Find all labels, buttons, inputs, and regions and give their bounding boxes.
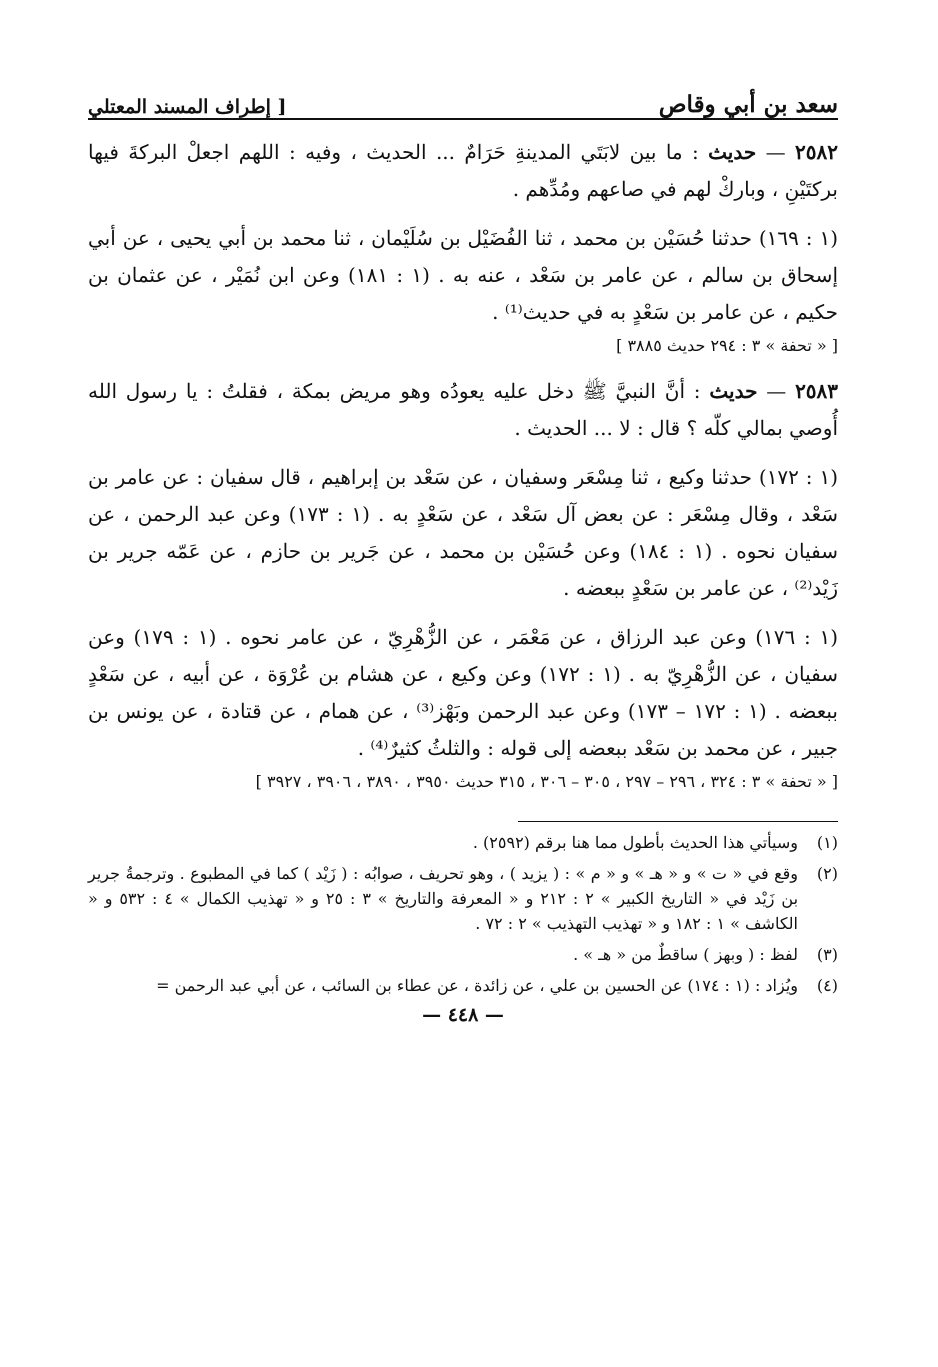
hadith-number: ٢٥٨٣ — [795, 379, 839, 403]
hadith-isnad-1: (١ : ١٧٢) حدثنا وكيع ، ثنا مِسْعَر وسفيان ، عن سَعْد بن إبراهيم ، قال سفيان : عن عامر بن سَعْد ، وقال مِسْعَر : عن بعض آل سَعْد ، عن سَعْدٍ به . (١ : ١٧٣) وعن عبد الرحمن ، عن سفيان نحوه . (١ : ١٨٤) وعن حُسَيْن بن محمد ، عن جَرير بن حازم ، عن عَمّه جرير بن زَيْد⁽²⁾ ، عن عامر بن سَعْدٍ ببعضه . — [88, 465, 839, 600]
page-number: — ٤٤٨ — — [422, 1004, 504, 1026]
hadith-2583 — [88, 373, 838, 795]
footnote-number: (٢) — [816, 864, 838, 883]
running-header — [88, 82, 838, 120]
footnote — [88, 973, 838, 998]
hadith-2582 — [88, 134, 838, 359]
footnote-text: لفظ : ( وبهز ) ساقطٌ من « هـ » . — [573, 945, 798, 964]
hadith-matn: : ما بين لابَتَي المدينةِ حَرَامٌ ... الحديث ، وفيه : اللهم اجعلْ البركةَ فيها بركتَيْنِ ، وباركْ لهم في صاعهم ومُدِّهم . — [88, 140, 838, 201]
footnote — [88, 942, 838, 967]
hadith-text: ٢٥٨٢ — حديث : ما بين لابَتَي المدينةِ حَرَامٌ ... الحديث ، وفيه : اللهم اجعلْ البركةَ فيها بركتَيْنِ ، وباركْ لهم في صاعهم ومُدِّهم . — [88, 140, 838, 201]
header-title: سعد بن أبي وقاص — [658, 91, 838, 118]
hadith-number: ٢٥٨٢ — [795, 140, 838, 164]
hadith-label: حديث — [709, 379, 758, 403]
hadith-isnad-2: (١ : ١٧٦) وعن عبد الرزاق ، عن مَعْمَر ، عن الزُّهْرِيّ ، عن عامر نحوه . (١ : ١٧٩) وعن سفيان ، عن الزُّهْرِيّ به . (١ : ١٧٢) وعن وكيع ، عن هشام بن عُرْوَة ، عن أبيه ، عن سَعْدٍ ببعضه . (١ : ١٧٢ – ١٧٣) وعن عبد الرحمن وبَهْز⁽³⁾ ، عن همام ، عن قتادة ، عن يونس بن جبير ، عن محمد بن سَعْد ببعضه إلى قوله : والثلثُ كثيرٌ⁽⁴⁾ . — [88, 625, 839, 760]
tuhfa-reference: [ « تحفة » ٣ : ٣٢٤ ، ٢٩٦ – ٢٩٧ ، ٣٠٥ – ٣٠٦ ، ٣١٥ حديث ٣٩٥٠ ، ٣٨٩٠ ، ٣٩٠٦ ، ٣٩٢٧ ] — [255, 772, 838, 791]
header-book-title: [ إطراف المسند المعتلي — [88, 96, 287, 118]
hadith-isnad: (١ : ١٦٩) حدثنا حُسَيْن بن محمد ، ثنا الفُضَيْل بن سُلَيْمان ، ثنا محمد بن أبي يحيى ، عن أبي إسحاق بن سالم ، عن عامر بن سَعْد ، عنه به . (١ : ١٨١) وعن ابن نُمَيْر ، عن عثمان بن حكيم ، عن عامر بن سَعْدٍ به في حديث⁽¹⁾ . — [88, 226, 839, 324]
footnote-separator — [518, 821, 838, 822]
footnote-number: (١) — [816, 833, 838, 852]
hadith-text: ٢٥٨٣ — حديث : أنَّ النبيَّ ﷺ دخل عليه يعودُه وهو مريض بمكة ، فقلتُ : يا رسول الله أُوصي بمالي كلّه ؟ قال : لا ... الحديث . — [88, 379, 839, 440]
tuhfa-reference: [ « تحفة » ٣ : ٢٩٤ حديث ٣٨٨٥ ] — [616, 336, 838, 355]
document-page — [88, 82, 838, 1026]
footnote — [88, 830, 838, 855]
hadith-label: حديث — [708, 140, 757, 164]
footnote-text: ويُزاد : (١ : ١٧٤) عن الحسين بن علي ، عن زائدة ، عن عطاء بن السائب ، عن أبي عبد الرحمن = — [156, 976, 798, 995]
footnote-number: (٣) — [816, 945, 838, 964]
footnote-text: وسيأتي هذا الحديث بأطول مما هنا برقم (٢٥٩٢) . — [472, 833, 798, 852]
hadith-matn: : أنَّ النبيَّ ﷺ دخل عليه يعودُه وهو مريض بمكة ، فقلتُ : يا رسول الله أُوصي بمالي كلّه ؟ قال : لا ... الحديث . — [88, 379, 838, 440]
footnote-text: وقع في « ت » و « هـ » و « م » : ( يزيد ) ، وهو تحريف ، صوابُه : ( زَيْد ) كما في المطبوع . وترجمةُ جرير بن زَيْد في « التاريخ الكبير » ٢ : ٢١٢ و « المعرفة والتاريخ » ٣ : ٢٥ و « تهذيب الكمال » ٤ : ٥٣٢ و « الكاشف » ١ : ١٨٢ و « تهذيب التهذيب » ٢ : ٧٢ . — [88, 864, 799, 933]
footnotes — [88, 830, 838, 998]
footnote — [88, 861, 838, 936]
footnote-number: (٤) — [816, 976, 838, 995]
